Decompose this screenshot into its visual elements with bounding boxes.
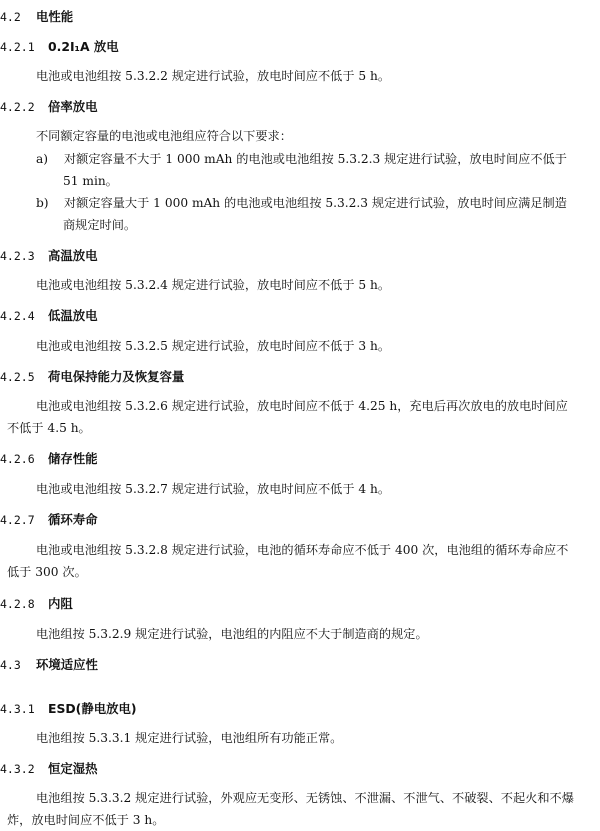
section-4-2-5-heading: [0, 369, 184, 385]
section-number: 4.3: [0, 658, 21, 672]
paragraph: 电池或电池组按 5.3.2.2 规定进行试验，放电时间应不低于 5 h。: [36, 69, 391, 83]
section-4-3-1-heading: [0, 701, 137, 717]
section-title: ESD(静电放电): [48, 701, 137, 716]
section-number: 4.2.8: [0, 597, 35, 611]
section-title: 荷电保持能力及恢复容量: [48, 369, 185, 384]
section-title: 储存性能: [48, 451, 98, 466]
list-item-continuation: 51 min。: [63, 174, 118, 188]
section-number: 4.2.5: [0, 370, 35, 384]
paragraph-continuation: 低于 300 次。: [7, 565, 87, 579]
paragraph-continuation: 炸，放电时间应不低于 3 h。: [7, 813, 165, 827]
section-4-2-8-heading: [0, 596, 73, 612]
list-item-continuation: 商规定时间。: [63, 218, 137, 232]
list-item-text: 对额定容量不大于 1 000 mAh 的电池或电池组按 5.3.2.3 规定进行试验，放电时间应不低于: [64, 152, 567, 166]
section-title: 内阻: [48, 596, 73, 611]
section-title: 循环寿命: [48, 512, 98, 527]
section-number: 4.3.2: [0, 762, 35, 776]
section-title: 环境适应性: [36, 657, 98, 672]
section-4-2-1-heading: [0, 39, 119, 55]
list-item: [36, 151, 567, 167]
section-4-2-3-heading: [0, 248, 98, 264]
section-title: 低温放电: [48, 308, 98, 323]
section-number: 4.2.6: [0, 452, 35, 466]
section-number: 4.2.3: [0, 249, 35, 263]
section-title: 倍率放电: [48, 99, 98, 114]
paragraph: 电池组按 5.3.3.2 规定进行试验，外观应无变形、无锈蚀、不泄漏、不泄气、不破裂、不起火和不爆: [36, 791, 574, 805]
section-title: 恒定湿热: [48, 761, 98, 776]
section-4-2-2-heading: [0, 99, 98, 115]
paragraph: 电池或电池组按 5.3.2.4 规定进行试验，放电时间应不低于 5 h。: [36, 278, 391, 292]
section-4-2-heading: [0, 9, 73, 25]
paragraph: 电池或电池组按 5.3.2.8 规定进行试验，电池的循环寿命应不低于 400 次，电池组的循环寿命应不: [36, 543, 569, 557]
section-4-2-6-heading: [0, 451, 98, 467]
section-4-2-7-heading: [0, 512, 98, 528]
paragraph: 电池或电池组按 5.3.2.7 规定进行试验，放电时间应不低于 4 h。: [36, 482, 391, 496]
section-number: 4.2.4: [0, 309, 35, 323]
section-number: 4.2.1: [0, 40, 35, 54]
section-title: 0.2I₁A 放电: [48, 39, 119, 54]
list-item: [36, 195, 567, 211]
paragraph: 电池或电池组按 5.3.2.5 规定进行试验，放电时间应不低于 3 h。: [36, 339, 391, 353]
list-item-label: b): [36, 196, 49, 210]
section-number: 4.3.1: [0, 702, 35, 716]
paragraph: 电池组按 5.3.3.1 规定进行试验，电池组所有功能正常。: [36, 731, 343, 745]
section-4-3-heading: [0, 657, 98, 673]
section-title: 电性能: [36, 9, 74, 24]
paragraph: 电池或电池组按 5.3.2.6 规定进行试验，放电时间应不低于 4.25 h，充电后再次放电的放电时间应: [36, 399, 568, 413]
section-4-2-4-heading: [0, 308, 98, 324]
paragraph: 不同额定容量的电池或电池组应符合以下要求：: [36, 129, 292, 143]
section-title: 高温放电: [48, 248, 98, 263]
section-4-3-2-heading: [0, 761, 98, 777]
section-number: 4.2: [0, 10, 21, 24]
paragraph: 电池组按 5.3.2.9 规定进行试验，电池组的内阻应不大于制造商的规定。: [36, 627, 428, 641]
list-item-text: 对额定容量大于 1 000 mAh 的电池或电池组按 5.3.2.3 规定进行试验，放电时间应满足制造: [64, 196, 567, 210]
section-number: 4.2.7: [0, 513, 35, 527]
paragraph-continuation: 不低于 4.5 h。: [7, 421, 91, 435]
list-item-label: a): [36, 152, 49, 166]
section-number: 4.2.2: [0, 100, 35, 114]
